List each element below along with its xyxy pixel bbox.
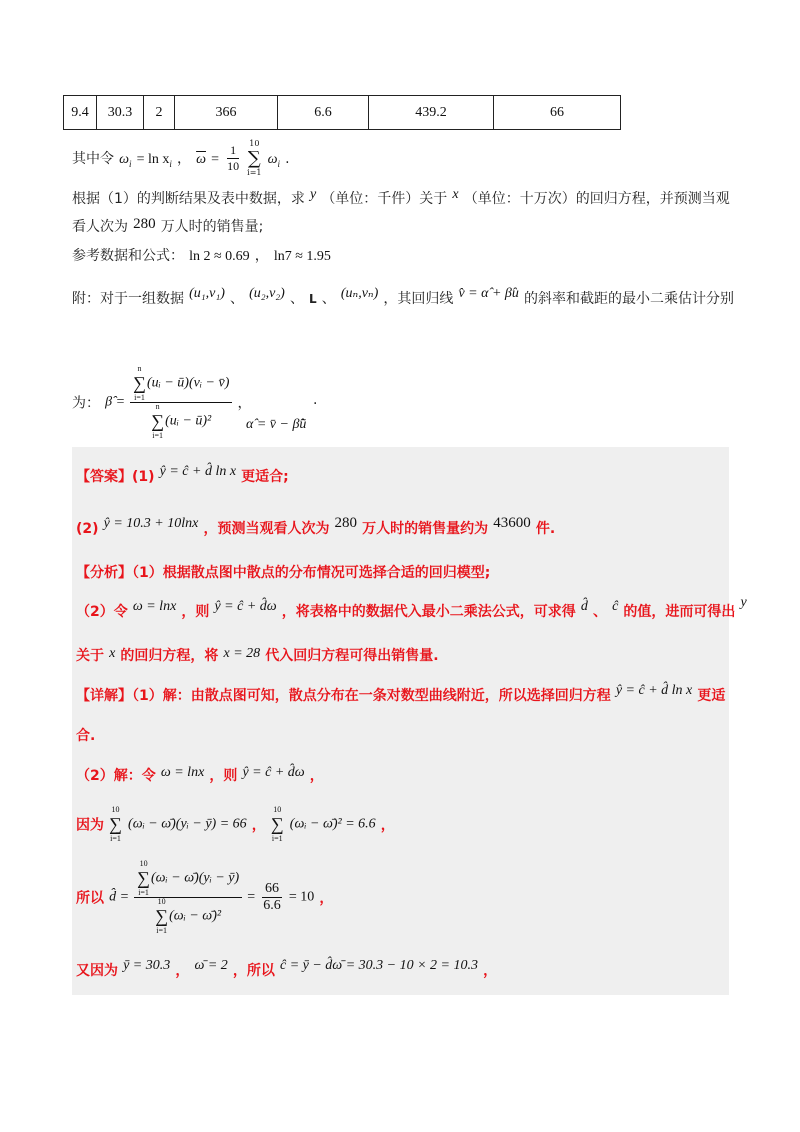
- fraction: $\frac{1}{10}$: [227, 143, 240, 173]
- so-line: 所以 d̂ = 10 ∑ i=1 (ωᵢ − ω̄)(yᵢ − ȳ) 10 ∑ i=1 (ωᵢ − ω̄)² = $\frac{66}{6.6}$ = 10 ，: [76, 859, 334, 935]
- let-line: 其中令 $\omega_i = \ln x_i$ ， $\overline{\omega}$ = $\frac{1}{10}$ 10 ∑ i=1 $\omega_i$ .: [72, 139, 290, 177]
- detail-line-1: 【详解】（1）解：由散点图可知，散点分布在一条对数型曲线附近，所以选择回归方程 ŷ = ĉ + d̂ ln x 更适: [76, 683, 726, 704]
- fraction: n ∑ i=1 (uᵢ − ū)(vᵢ − v̄) n ∑ i=1 (uᵢ − ū)²: [130, 365, 232, 440]
- table-cell: 6.6: [278, 96, 369, 130]
- table-cell: 30.3: [97, 96, 144, 130]
- answer-line-2: (2) ŷ = 10.3 + 10lnx ，预测当观看人次为 280 万人时的销售量约为 43600 件.: [76, 515, 556, 537]
- question-line-2: 看人次为 280 万人时的销售量;: [72, 216, 264, 235]
- alpha-formula: α̂ = v̄ − β̂ū: [246, 417, 307, 432]
- fraction: $\frac{66}{6.6}$: [263, 881, 281, 913]
- analysis-line-2: （2）令 ω = lnx ，则 ŷ = ĉ + d̂ω ，将表格中的数据代入最小二乘法公式，可求得 d̂ 、 ĉ 的值，进而可得出 y: [76, 595, 747, 620]
- table-cell: 439.2: [369, 96, 494, 130]
- analysis-line-3: 关于 x 的回归方程，将 x = 28 代入回归方程可得出销售量.: [76, 646, 439, 664]
- table-cell: 366: [175, 96, 278, 130]
- table-cell: 9.4: [64, 96, 97, 130]
- sum-symbol: 10 ∑ i=1: [247, 139, 262, 177]
- answer-line-1: 【答案】(1) ŷ = ĉ + d̂ ln x 更适合;: [76, 464, 289, 485]
- beta-formula: 为： β̂ = n ∑ i=1 (uᵢ − ū)(vᵢ − v̄) n ∑ i=1 (uᵢ − ū)² ，: [72, 364, 252, 440]
- also-line: 又因为 ȳ = 30.3 ， ω̄ = 2 ，所以 ĉ = ȳ − d̂ω̄ = 30.3 − 10 × 2 = 10.3 ，: [76, 958, 498, 979]
- fraction: 10 ∑ i=1 (ωᵢ − ω̄)(yᵢ − ȳ) 10 ∑ i=1 (ωᵢ − ω̄)²: [134, 860, 242, 935]
- data-table: [63, 95, 621, 130]
- table-cell: 66: [494, 96, 621, 130]
- table-cell: 2: [144, 96, 175, 130]
- detail-line-3: （2）解：令 ω = lnx ，则 ŷ = ĉ + d̂ω ，: [76, 765, 324, 784]
- question-line-1: 根据（1）的判断结果及表中数据，求 y （单位：千件）关于 x （单位：十万次）的回归方程，并预测当观: [72, 187, 730, 207]
- end-dot: .: [313, 392, 318, 408]
- because-line: 因为 10 ∑ i=1 (ωᵢ − ω̄)(yᵢ − ȳ) = 66 ， 10 ∑ i=1 (ωᵢ − ω̄)² = 6.6 ，: [76, 805, 395, 843]
- analysis-line-1: 【分析】（1）根据散点图中散点的分布情况可选择合适的回归模型;: [76, 565, 491, 581]
- reference-line: 参考数据和公式： ln 2 ≈ 0.69 ， ln7 ≈ 1.95: [72, 248, 331, 264]
- attachment-line: 附：对于一组数据 (u₁,v₁) 、 (u₂,v₂) 、 L 、 (uₙ,vₙ) ，其回归线 v̂ = α̂ + β̂u 的斜率和截距的最小二乘估计分别: [72, 286, 734, 307]
- table-row: [64, 96, 621, 130]
- detail-line-2: 合.: [76, 728, 96, 744]
